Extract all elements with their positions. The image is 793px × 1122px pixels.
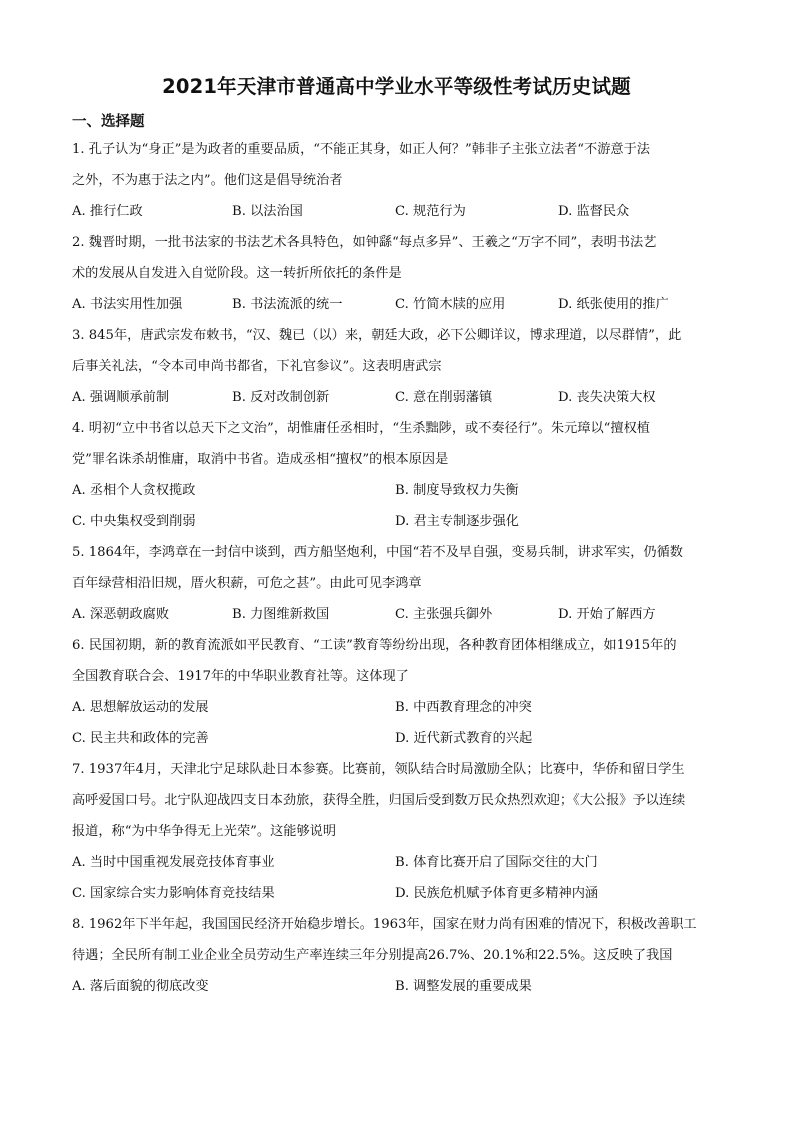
question-4-option-b: B. 制度导致权力失衡: [395, 483, 519, 498]
question-5-option-b: B. 力图维新救国: [232, 607, 330, 622]
question-6-option-a: A. 思想解放运动的发展: [72, 700, 209, 715]
question-7-option-a: A. 当时中国重视发展竞技体育事业: [72, 855, 275, 870]
question-2-option-c: C. 竹简木牍的应用: [395, 297, 506, 312]
question-8-line-1: 8. 1962年下半年起，我国国民经济开始稳步增长。1963年，国家在财力尚有困难的情况下，积极改善职工: [72, 917, 697, 932]
question-6-option-c: C. 民主共和政体的完善: [72, 731, 209, 746]
question-3-option-d: D. 丧失决策大权: [558, 390, 656, 405]
question-6-option-d: D. 近代新式教育的兴起: [395, 731, 533, 746]
question-5-option-d: D. 开始了解西方: [558, 607, 656, 622]
question-2-option-a: A. 书法实用性加强: [72, 297, 183, 312]
document-title: 2021年天津市普通高中学业水平等级性考试历史试题: [162, 75, 631, 98]
question-7-line-3: 报道，称“为中华争得无上光荣”。这能够说明: [72, 824, 337, 839]
question-4-line-2: 党”罪名诛杀胡惟庸，取消中书省。造成丞相“擅权”的根本原因是: [72, 452, 449, 467]
question-1-option-b: B. 以法治国: [232, 204, 303, 219]
question-7-line-1: 7. 1937年4月，天津北宁足球队赴日本参赛。比赛前，领队结合时局激励全队；比赛中，华侨和留日学生: [72, 762, 685, 777]
question-6-line-1: 6. 民国初期，新的教育流派如平民教育、“工读”教育等纷纷出现，各种教育团体相继成立，如1915年的: [72, 638, 677, 653]
question-7-option-d: D. 民族危机赋予体育更多精神内涵: [395, 886, 599, 901]
question-3-option-b: B. 反对改制创新: [232, 390, 330, 405]
question-4-option-a: A. 丞相个人贪权揽政: [72, 483, 196, 498]
question-1-line-1: 1. 孔子认为“身正”是为政者的重要品质，“不能正其身，如正人何？”韩非子主张立法者“不游意于法: [72, 142, 650, 157]
question-1-option-a: A. 推行仁政: [72, 204, 143, 219]
question-7-option-b: B. 体育比赛开启了国际交往的大门: [395, 855, 598, 870]
question-2-line-1: 2. 魏晋时期，一批书法家的书法艺术各具特色，如钟繇“每点多异”、王羲之“万字不同”，表明书法艺: [72, 235, 657, 250]
question-5-line-1: 5. 1864年，李鸿章在一封信中谈到，西方船坚炮利，中国“若不及早自强，变易兵制，讲求军实，仍循数: [72, 545, 683, 560]
question-3-option-c: C. 意在削弱藩镇: [395, 390, 493, 405]
question-7-line-2: 高呼爱国口号。北宁队迎战四支日本劲旅，获得全胜，归国后受到数万民众热烈欢迎；《大公报》予以连续: [72, 793, 686, 808]
question-4-option-d: D. 君主专制逐步强化: [395, 514, 519, 529]
question-2-line-2: 术的发展从自发进入自觉阶段。这一转折所依托的条件是: [72, 266, 402, 281]
question-7-option-c: C. 国家综合实力影响体育竞技结果: [72, 886, 275, 901]
question-4-line-1: 4. 明初“立中书省以总天下之文治”，胡惟庸任丞相时，“生杀黜陟，或不奏径行”。朱元璋以“擅权植: [72, 421, 650, 436]
question-5-option-c: C. 主张强兵御外: [395, 607, 493, 622]
question-1-option-c: C. 规范行为: [395, 204, 466, 219]
question-3-option-a: A. 强调顺承前制: [72, 390, 170, 405]
question-8-option-b: B. 调整发展的重要成果: [395, 979, 532, 994]
question-5-option-a: A. 深恶朝政腐败: [72, 607, 170, 622]
question-1-option-d: D. 监督民众: [558, 204, 630, 219]
question-2-option-d: D. 纸张使用的推广: [558, 297, 669, 312]
question-8-line-2: 待遇；全民所有制工业企业全员劳动生产率连续三年分别提高26.7%、20.1%和22.5%。这反映了我国: [72, 948, 673, 963]
question-6-line-2: 全国教育联合会、1917年的中华职业教育社等。这体现了: [72, 669, 409, 684]
question-3-line-2: 后事关礼法，“令本司申尚书都省，下礼官参议”。这表明唐武宗: [72, 359, 442, 374]
section-heading: 一、选择题: [72, 114, 145, 130]
question-3-line-1: 3. 845年，唐武宗发布敕书，“汉、魏已（以）来，朝廷大政，必下公卿详议，博求理道，以尽群情”，此: [72, 328, 682, 343]
question-6-option-b: B. 中西教育理念的冲突: [395, 700, 532, 715]
question-5-line-2: 百年绿营相沿旧规，厝火积薪，可危之甚”。由此可见李鸿章: [72, 576, 422, 591]
question-2-option-b: B. 书法流派的统一: [232, 297, 343, 312]
question-4-option-c: C. 中央集权受到削弱: [72, 514, 196, 529]
question-1-line-2: 之外，不为惠于法之内”。他们这是倡导统治者: [72, 173, 343, 188]
question-8-option-a: A. 落后面貌的彻底改变: [72, 979, 209, 994]
